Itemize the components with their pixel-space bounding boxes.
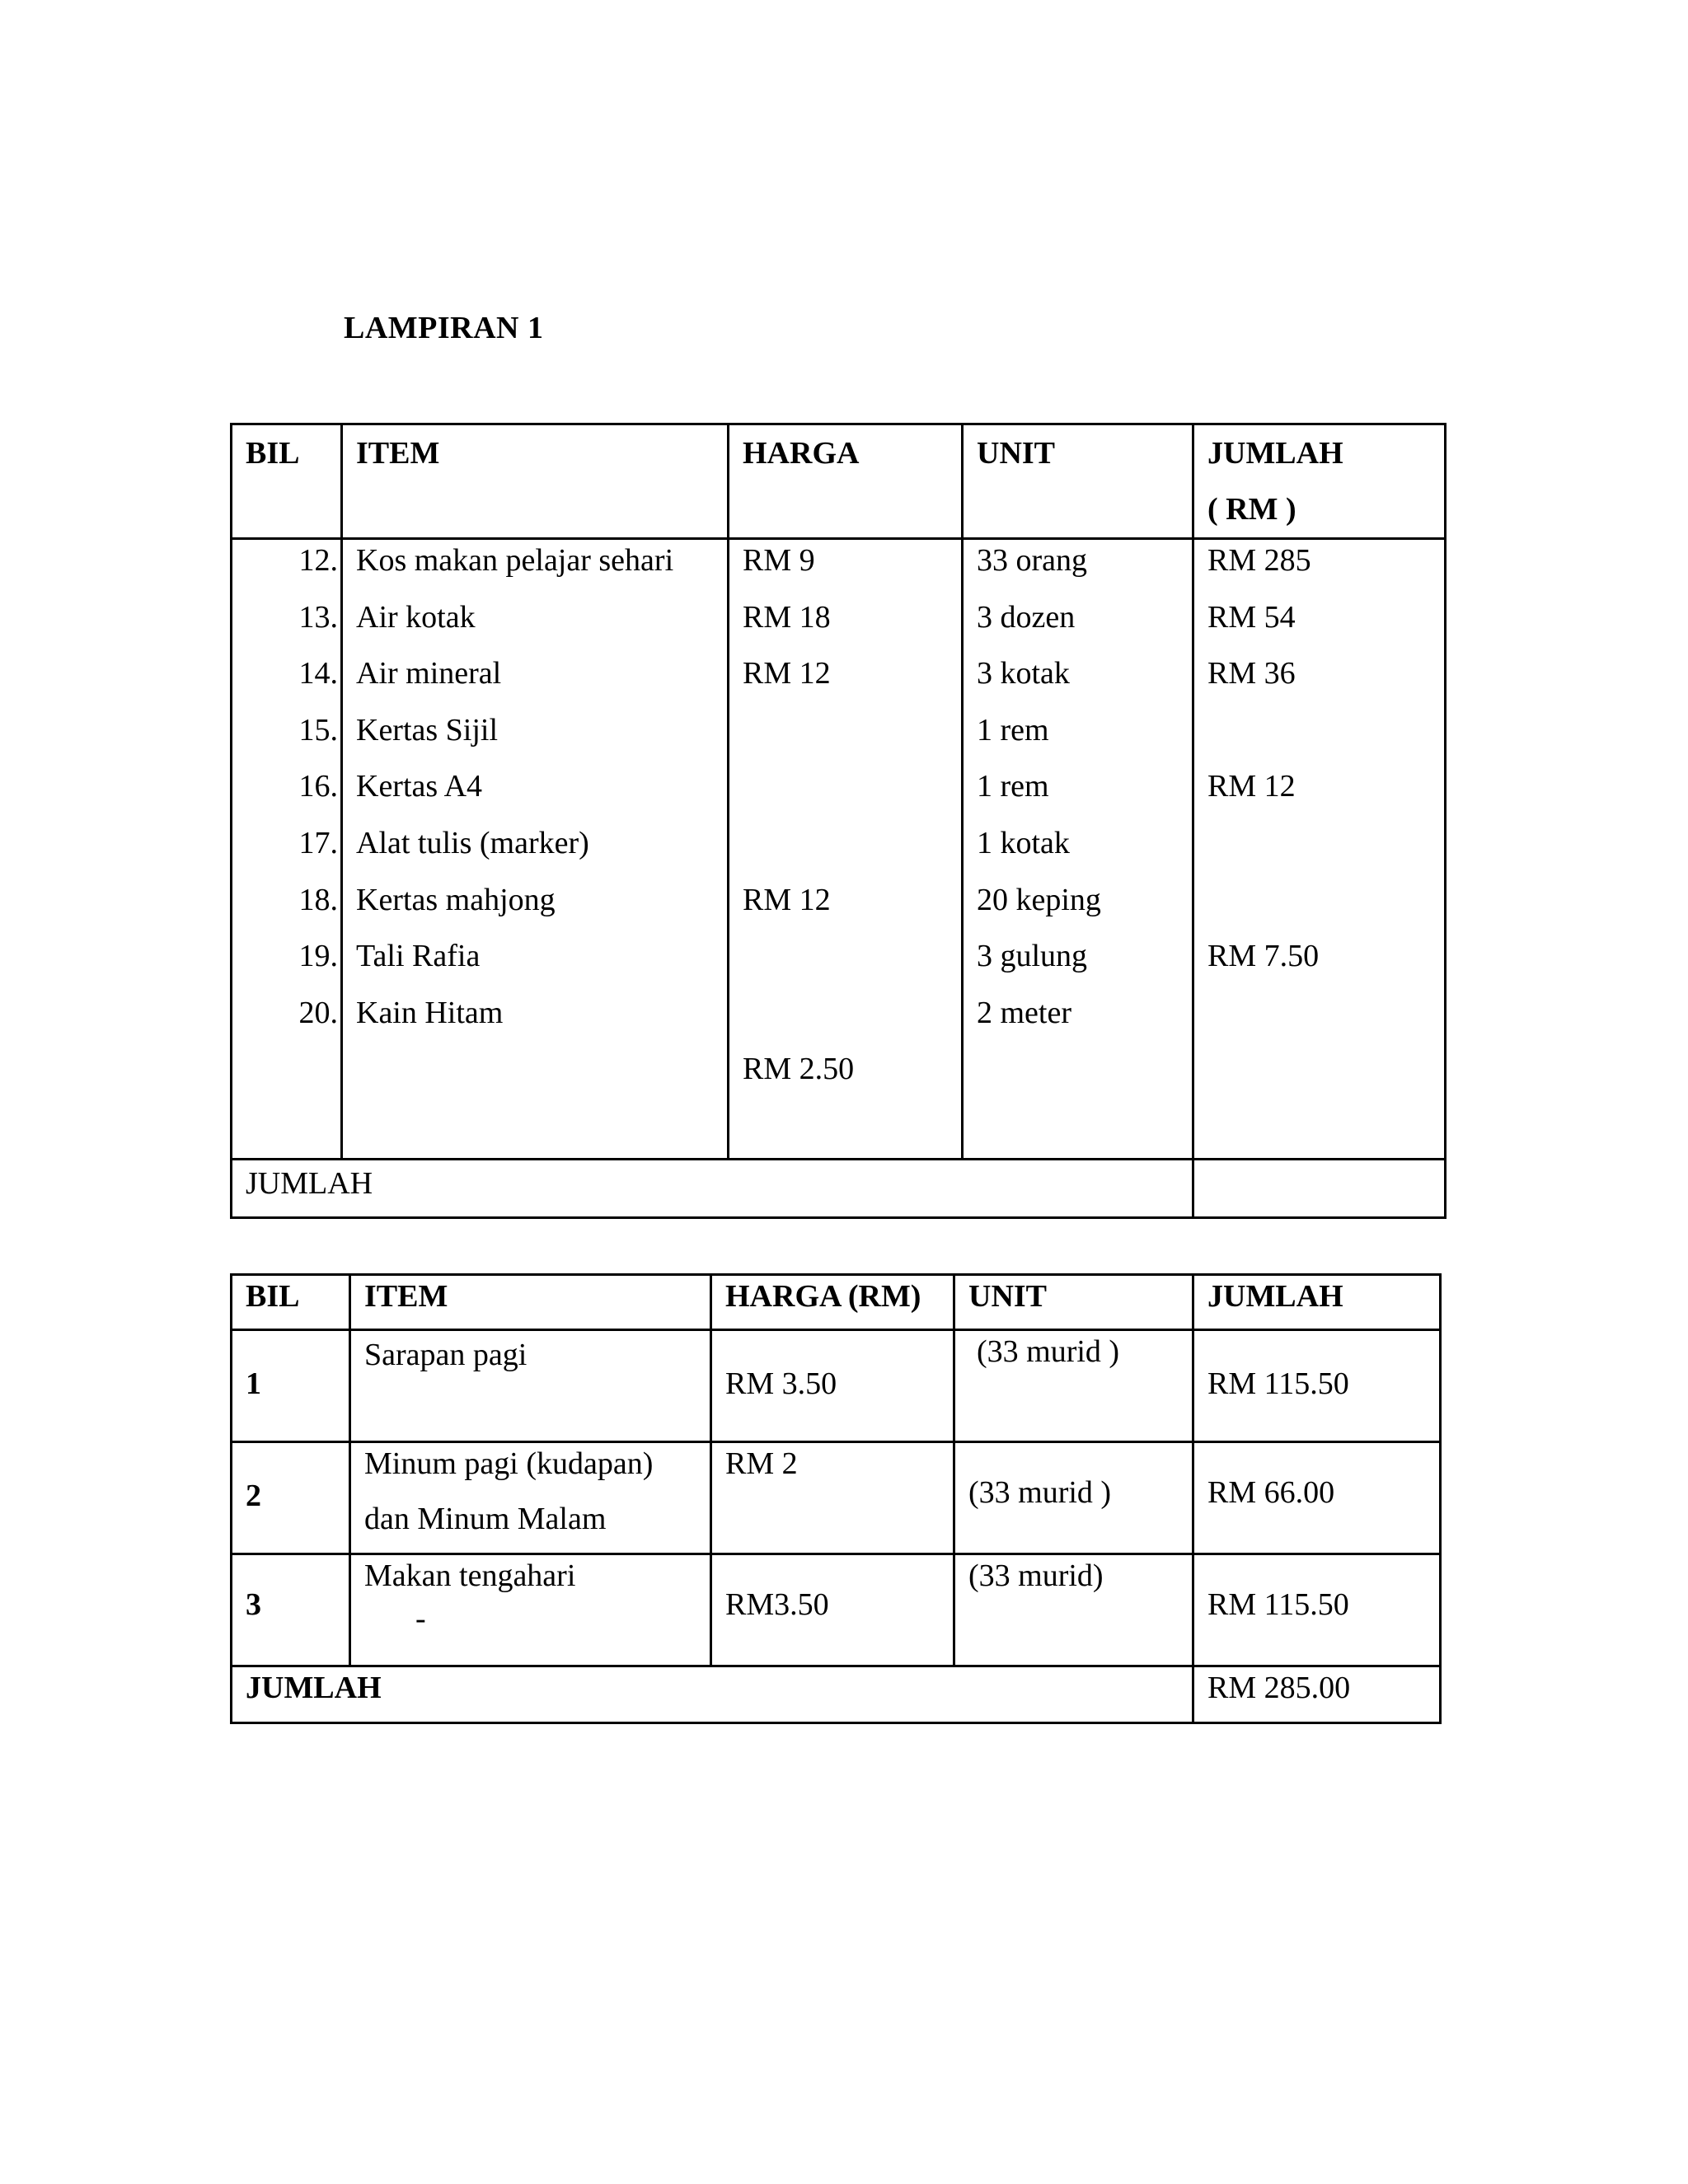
table-row bbox=[232, 1330, 1441, 1442]
harga-cell bbox=[743, 935, 950, 992]
table-total-row bbox=[232, 1160, 1446, 1218]
budget-table-2 bbox=[230, 1273, 1442, 1724]
bil-cell: 20. bbox=[298, 995, 338, 1030]
harga-cell bbox=[743, 823, 950, 879]
bil-column bbox=[232, 539, 342, 1160]
jumlah-cell: RM 285 bbox=[1207, 543, 1311, 578]
harga-cell: RM 3.50 bbox=[711, 1330, 954, 1442]
item-cell: Minum pagi (kudapan) dan Minum Malam bbox=[350, 1442, 711, 1554]
item-cell: Kain Hitam bbox=[356, 995, 504, 1030]
unit-cell: (33 murid ) bbox=[954, 1330, 1193, 1442]
item-cell: Kos makan pelajar sehari bbox=[356, 543, 674, 578]
unit-cell: 3 dozen bbox=[977, 599, 1076, 635]
jumlah-cell bbox=[1207, 823, 1432, 879]
item-cell: Kertas A4 bbox=[356, 769, 483, 804]
unit-cell: 3 kotak bbox=[977, 656, 1070, 691]
jumlah-cell bbox=[1207, 992, 1432, 1049]
harga-cell: RM 18 bbox=[743, 599, 831, 635]
item-cell: Air kotak bbox=[356, 599, 476, 635]
harga-cell: RM 9 bbox=[743, 543, 815, 578]
unit-cell: 1 rem bbox=[977, 712, 1049, 748]
bil-cell: 2 bbox=[232, 1442, 350, 1554]
jumlah-cell: RM 66.00 bbox=[1193, 1442, 1441, 1554]
item-cell: Sarapan pagi bbox=[350, 1330, 711, 1442]
jumlah-cell: RM 12 bbox=[1207, 769, 1296, 804]
item-cell: Alat tulis (marker) bbox=[356, 825, 589, 860]
harga-cell: RM3.50 bbox=[711, 1554, 954, 1666]
unit-cell: (33 murid) bbox=[954, 1554, 1193, 1666]
page-title: LAMPIRAN 1 bbox=[344, 311, 544, 345]
bil-cell: 15. bbox=[298, 712, 338, 748]
unit-column bbox=[963, 539, 1193, 1160]
budget-table-1 bbox=[230, 423, 1447, 1219]
header-jumlah: JUMLAH bbox=[1193, 1275, 1441, 1330]
unit-cell: 1 kotak bbox=[977, 825, 1070, 860]
harga-column bbox=[729, 539, 963, 1160]
bil-cell: 17. bbox=[298, 825, 338, 860]
jumlah-cell: RM 7.50 bbox=[1207, 939, 1320, 974]
bil-cell: 18. bbox=[298, 882, 338, 917]
bil-cell: 13. bbox=[298, 599, 338, 635]
item-column bbox=[342, 539, 729, 1160]
unit-cell: 3 gulung bbox=[977, 939, 1088, 974]
table-row bbox=[232, 1442, 1441, 1554]
harga-cell: RM 12 bbox=[743, 656, 831, 691]
item-cell: Kertas mahjong bbox=[356, 882, 556, 917]
header-harga: HARGA bbox=[729, 424, 963, 539]
header-item: ITEM bbox=[342, 424, 729, 539]
header-bil: BIL bbox=[232, 424, 342, 539]
harga-cell bbox=[743, 992, 950, 1049]
total-label: JUMLAH bbox=[232, 1666, 1193, 1723]
header-item: ITEM bbox=[350, 1275, 711, 1330]
bil-cell: 14. bbox=[298, 656, 338, 691]
jumlah-cell bbox=[1207, 710, 1432, 766]
header-bil: BIL bbox=[232, 1275, 350, 1330]
table-total-row bbox=[232, 1666, 1441, 1723]
harga-cell bbox=[743, 766, 950, 823]
table-header-row bbox=[232, 424, 1446, 539]
jumlah-cell: RM 36 bbox=[1207, 656, 1296, 691]
jumlah-cell: RM 54 bbox=[1207, 599, 1296, 635]
unit-cell: (33 murid ) bbox=[954, 1442, 1193, 1554]
item-cell: Makan tengahari - bbox=[350, 1554, 711, 1666]
unit-cell: 20 keping bbox=[977, 882, 1101, 917]
bil-cell: 3 bbox=[232, 1554, 350, 1666]
total-label: JUMLAH bbox=[232, 1160, 1193, 1218]
unit-cell: 1 rem bbox=[977, 769, 1049, 804]
item-cell: Air mineral bbox=[356, 656, 502, 691]
bil-cell: 12. bbox=[298, 543, 338, 578]
harga-cell: RM 2.50 bbox=[743, 1052, 855, 1087]
total-value bbox=[1193, 1160, 1446, 1218]
table-header-row bbox=[232, 1275, 1441, 1330]
item-cell: Tali Rafia bbox=[356, 939, 481, 974]
header-unit: UNIT bbox=[963, 424, 1193, 539]
header-unit: UNIT bbox=[954, 1275, 1193, 1330]
header-jumlah: JUMLAH ( RM ) bbox=[1193, 424, 1446, 539]
jumlah-cell: RM 115.50 bbox=[1193, 1554, 1441, 1666]
total-value: RM 285.00 bbox=[1193, 1666, 1441, 1723]
bil-cell: 16. bbox=[298, 769, 338, 804]
bil-cell: 1 bbox=[232, 1330, 350, 1442]
jumlah-cell: RM 115.50 bbox=[1193, 1330, 1441, 1442]
table-row bbox=[232, 1554, 1441, 1666]
table-body-row bbox=[232, 539, 1446, 1160]
jumlah-cell bbox=[1207, 879, 1432, 936]
bil-cell: 19. bbox=[298, 939, 338, 974]
unit-cell: 33 orang bbox=[977, 543, 1088, 578]
unit-cell: 2 meter bbox=[977, 995, 1072, 1030]
harga-cell: RM 12 bbox=[743, 882, 831, 917]
jumlah-column bbox=[1193, 539, 1446, 1160]
item-cell: Kertas Sijil bbox=[356, 712, 499, 748]
header-harga: HARGA (RM) bbox=[711, 1275, 954, 1330]
harga-cell bbox=[743, 710, 950, 766]
harga-cell: RM 2 bbox=[711, 1442, 954, 1554]
